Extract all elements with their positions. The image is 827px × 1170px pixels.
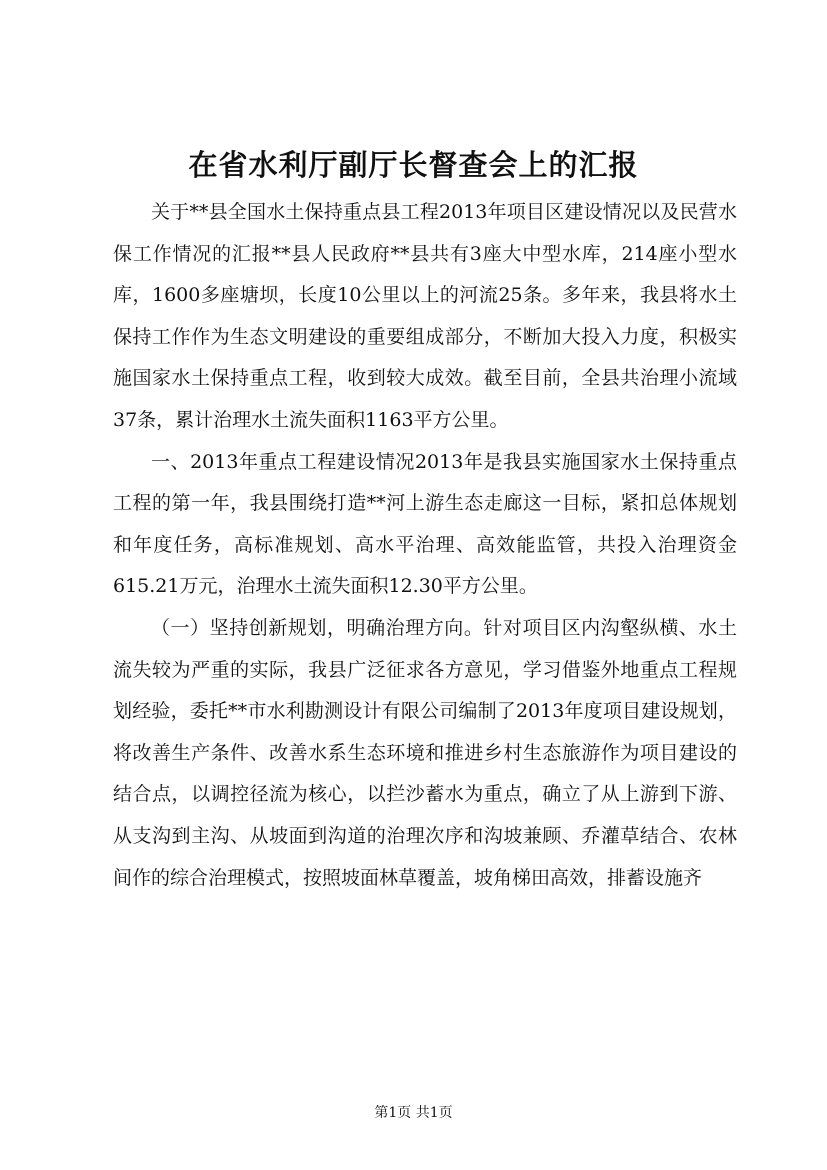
paragraph-section-one: 一、2013年重点工程建设情况2013年是我县实施国家水土保持重点工程的第一年，我县围绕打造**河上游生态走廊这一目标，紧扣总体规划和年度任务，高标准规划、高水平治理、高效能监管，共投入治理资金615.21万元，治理水土流失面积12.30平方公里。 xyxy=(113,450,737,598)
paragraph-intro: 关于**县全国水土保持重点县工程2013年项目区建设情况以及民营水保工作情况的汇报**县人民政府**县共有3座大中型水库，214座小型水库，1600多座塘坝，长度10公里以上的河流25条。多年来，我县将水土保持工作作为生态文明建设的重要组成部分，不断加大投入力度，积极实施国家水土保持重点工程，收到较大成效。截至目前，全县共治理小流域37条，累计治理水土流失面积1163平方公里。 xyxy=(113,201,737,431)
paragraph-subsection-one: （一）坚持创新规划，明确治理方向。针对项目区内沟壑纵横、水土流失较为严重的实际，我县广泛征求各方意见，学习借鉴外地重点工程规划经验，委托**市水利勘测设计有限公司编制了2013年度项目建设规划，将改善生产条件、改善水系生态环境和推进乡村生态旅游作为项目建设的结合点，以调控径流为核心，以拦沙蓄水为重点，确立了从上游到下游、从支沟到主沟、从坡面到沟道的治理次序和沟坡兼顾、乔灌草结合、农林间作的综合治理模式，按照坡面林草覆盖，坡角梯田高效，排蓄设施齐 xyxy=(113,616,737,889)
page-number-footer: 第1页 共1页 xyxy=(374,1105,453,1121)
document-body xyxy=(113,192,737,899)
document-title: 在省水利厅副厅长督查会上的汇报 xyxy=(188,148,639,182)
